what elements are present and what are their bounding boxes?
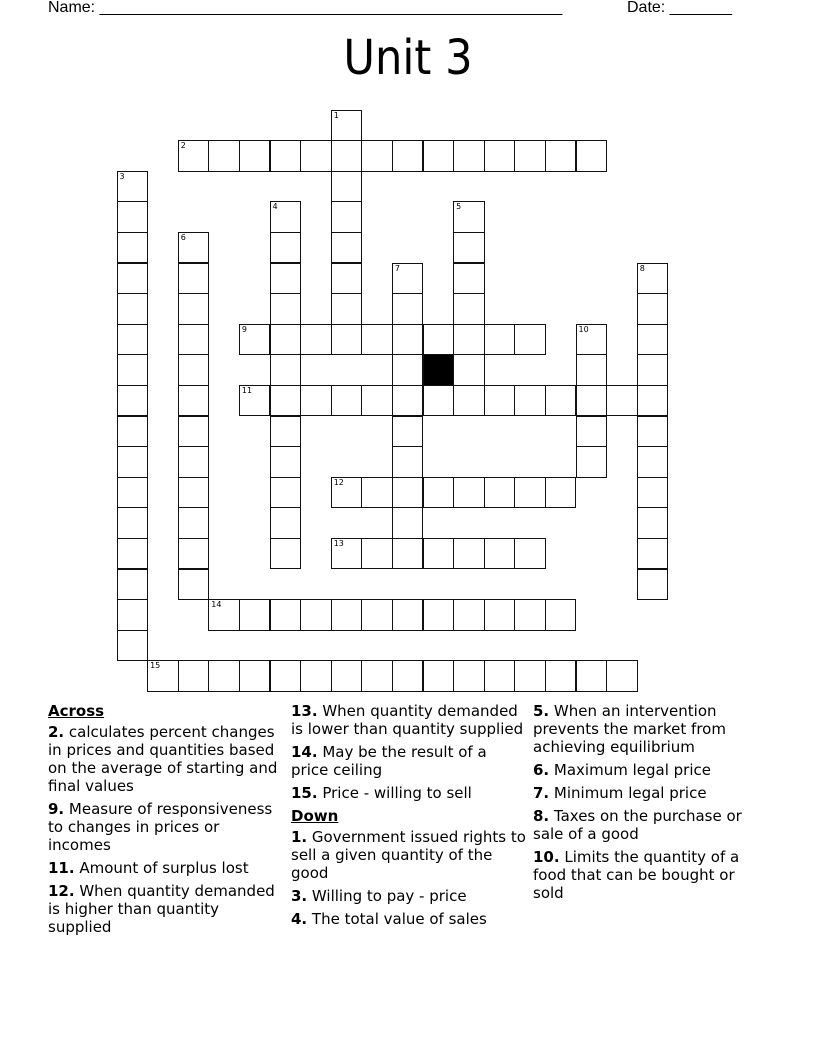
grid-cell[interactable] bbox=[178, 538, 210, 570]
grid-cell[interactable] bbox=[453, 599, 485, 631]
grid-cell[interactable] bbox=[514, 385, 546, 417]
clues-column-3 bbox=[533, 702, 769, 907]
clue-text: Limits the quantity of a food that can be bought or sold bbox=[533, 848, 740, 902]
grid-cell[interactable] bbox=[270, 263, 302, 295]
clue-number-label: 6 bbox=[180, 232, 186, 242]
down-heading: Down bbox=[291, 807, 339, 825]
grid-cell[interactable] bbox=[576, 416, 608, 448]
grid-cell[interactable] bbox=[392, 354, 424, 386]
grid-cell[interactable] bbox=[331, 385, 363, 417]
grid-cell[interactable] bbox=[270, 660, 302, 692]
clue-text: Maximum legal price bbox=[549, 761, 711, 779]
grid-cell[interactable] bbox=[300, 660, 332, 692]
clue-number: 2. bbox=[48, 723, 65, 741]
grid-cell[interactable] bbox=[423, 538, 455, 570]
grid-cell[interactable] bbox=[117, 416, 149, 448]
grid-cell[interactable] bbox=[484, 385, 516, 417]
grid-cell[interactable] bbox=[270, 201, 302, 233]
grid-cell[interactable] bbox=[300, 140, 332, 172]
clue-across-9 bbox=[48, 800, 284, 854]
grid-cell[interactable] bbox=[208, 660, 240, 692]
clue-down-8 bbox=[533, 807, 769, 843]
grid-cell[interactable] bbox=[637, 385, 669, 417]
grid-cell[interactable] bbox=[331, 660, 363, 692]
clue-text: The total value of sales bbox=[307, 910, 487, 928]
grid-cell[interactable] bbox=[270, 324, 302, 356]
grid-cell[interactable] bbox=[270, 477, 302, 509]
clue-across-13 bbox=[291, 702, 527, 738]
grid-cell[interactable] bbox=[117, 171, 149, 203]
grid-cell[interactable] bbox=[576, 354, 608, 386]
clue-text: Amount of surplus lost bbox=[74, 859, 249, 877]
grid-cell[interactable] bbox=[331, 171, 363, 203]
grid-cell[interactable] bbox=[392, 538, 424, 570]
grid-cell[interactable] bbox=[331, 110, 363, 142]
grid-cell[interactable] bbox=[117, 263, 149, 295]
grid-cell[interactable] bbox=[392, 140, 424, 172]
clue-number-label: 14 bbox=[211, 600, 222, 610]
clue-down-1 bbox=[291, 828, 527, 882]
grid-cell[interactable] bbox=[423, 660, 455, 692]
clue-number: 10. bbox=[533, 848, 560, 866]
grid-cell[interactable] bbox=[514, 477, 546, 509]
clue-number: 9. bbox=[48, 800, 65, 818]
clue-text: Price - willing to sell bbox=[317, 784, 472, 802]
clue-down-10 bbox=[533, 848, 769, 902]
grid-cell[interactable] bbox=[117, 599, 149, 631]
grid-cell[interactable] bbox=[392, 385, 424, 417]
clue-text: Government issued rights to sell a given quantity of the good bbox=[291, 828, 526, 882]
grid-cell[interactable] bbox=[117, 385, 149, 417]
grid-cell[interactable] bbox=[392, 324, 424, 356]
grid-cell[interactable] bbox=[576, 140, 608, 172]
clue-number-label: 8 bbox=[639, 263, 645, 273]
grid-cell[interactable] bbox=[331, 599, 363, 631]
grid-cell[interactable] bbox=[178, 354, 210, 386]
clue-text: When an intervention prevents the market from achieving equilibrium bbox=[533, 702, 726, 756]
across-heading: Across bbox=[48, 702, 105, 720]
grid-cell[interactable] bbox=[637, 324, 669, 356]
grid-cell[interactable] bbox=[514, 660, 546, 692]
clue-number-label: 13 bbox=[333, 538, 344, 548]
grid-cell[interactable] bbox=[392, 293, 424, 325]
grid-cell[interactable] bbox=[117, 201, 149, 233]
grid-cell[interactable] bbox=[484, 324, 516, 356]
clue-number-label: 15 bbox=[150, 661, 161, 671]
grid-cell[interactable] bbox=[423, 385, 455, 417]
page-title: Unit 3 bbox=[343, 30, 473, 86]
clue-number: 3. bbox=[291, 887, 308, 905]
clue-number: 8. bbox=[533, 807, 550, 825]
grid-cell[interactable] bbox=[361, 324, 393, 356]
grid-cell[interactable] bbox=[545, 660, 577, 692]
grid-cell[interactable] bbox=[178, 446, 210, 478]
clue-number: 13. bbox=[291, 702, 318, 720]
clue-text: Taxes on the purchase or sale of a good bbox=[533, 807, 742, 843]
clue-down-5 bbox=[533, 702, 769, 756]
grid-cell[interactable] bbox=[361, 477, 393, 509]
grid-cell[interactable] bbox=[423, 140, 455, 172]
grid-cell[interactable] bbox=[637, 263, 669, 295]
clue-down-3 bbox=[291, 887, 527, 905]
clue-down-7 bbox=[533, 784, 769, 802]
grid-cell[interactable] bbox=[178, 416, 210, 448]
grid-cell[interactable] bbox=[300, 599, 332, 631]
grid-cell[interactable] bbox=[117, 507, 149, 539]
clue-text: calculates percent changes in prices and quantities based on the average of starting and final values bbox=[48, 723, 278, 795]
grid-cell[interactable] bbox=[606, 385, 638, 417]
clue-across-14 bbox=[291, 743, 527, 779]
grid-cell[interactable] bbox=[484, 140, 516, 172]
grid-cell[interactable] bbox=[484, 599, 516, 631]
grid-cell[interactable] bbox=[270, 354, 302, 386]
grid-cell[interactable] bbox=[239, 599, 271, 631]
grid-cell[interactable] bbox=[637, 569, 669, 601]
grid-cell[interactable] bbox=[147, 660, 179, 692]
grid-cell[interactable] bbox=[453, 660, 485, 692]
clue-number: 4. bbox=[291, 910, 308, 928]
grid-cell[interactable] bbox=[453, 263, 485, 295]
grid-cell[interactable] bbox=[208, 140, 240, 172]
grid-cell[interactable] bbox=[453, 354, 485, 386]
grid-cell[interactable] bbox=[208, 599, 240, 631]
grid-cell[interactable] bbox=[637, 354, 669, 386]
grid-cell[interactable] bbox=[514, 538, 546, 570]
grid-cell[interactable] bbox=[453, 385, 485, 417]
clue-text: Measure of responsiveness to changes in prices or incomes bbox=[48, 800, 273, 854]
grid-cell[interactable] bbox=[361, 660, 393, 692]
clue-across-11 bbox=[48, 859, 284, 877]
grid-cell[interactable] bbox=[392, 477, 424, 509]
grid-cell[interactable] bbox=[484, 538, 516, 570]
clue-down-4 bbox=[291, 910, 527, 928]
grid-cell[interactable] bbox=[637, 293, 669, 325]
date-field-label: Date: _______ bbox=[627, 0, 732, 16]
grid-cell[interactable] bbox=[331, 293, 363, 325]
clue-number-label: 11 bbox=[241, 385, 253, 395]
grid-cell[interactable] bbox=[270, 599, 302, 631]
clue-number-label: 12 bbox=[333, 477, 344, 487]
grid-cell[interactable] bbox=[331, 232, 363, 264]
grid-cell[interactable] bbox=[514, 599, 546, 631]
clue-text: Minimum legal price bbox=[549, 784, 707, 802]
grid-cell[interactable] bbox=[270, 446, 302, 478]
grid-cell[interactable] bbox=[576, 324, 608, 356]
grid-cell[interactable] bbox=[331, 477, 363, 509]
grid-cell[interactable] bbox=[178, 232, 210, 264]
grid-cell[interactable] bbox=[117, 446, 149, 478]
grid-cell[interactable] bbox=[178, 569, 210, 601]
grid-cell[interactable] bbox=[239, 324, 271, 356]
grid-cell[interactable] bbox=[331, 263, 363, 295]
grid-cell[interactable] bbox=[270, 507, 302, 539]
clue-number: 15. bbox=[291, 784, 318, 802]
grid-cell[interactable] bbox=[514, 140, 546, 172]
grid-cell[interactable] bbox=[117, 477, 149, 509]
grid-cell[interactable] bbox=[637, 416, 669, 448]
clue-text: May be the result of a price ceiling bbox=[291, 743, 487, 779]
grid-cell[interactable] bbox=[545, 477, 577, 509]
clue-number: 6. bbox=[533, 761, 550, 779]
clue-text: Willing to pay - price bbox=[307, 887, 467, 905]
grid-cell[interactable] bbox=[270, 232, 302, 264]
grid-cell[interactable] bbox=[117, 630, 149, 662]
clue-number: 5. bbox=[533, 702, 550, 720]
clue-number-label: 5 bbox=[456, 202, 462, 212]
grid-cell[interactable] bbox=[423, 477, 455, 509]
clue-number-label: 4 bbox=[272, 202, 278, 212]
grid-cell[interactable] bbox=[361, 538, 393, 570]
grid-cell[interactable] bbox=[545, 385, 577, 417]
grid-cell[interactable] bbox=[270, 538, 302, 570]
grid-cell[interactable] bbox=[453, 293, 485, 325]
grid-cell[interactable] bbox=[637, 477, 669, 509]
grid-cell[interactable] bbox=[178, 293, 210, 325]
clue-number: 1. bbox=[291, 828, 308, 846]
grid-cell[interactable] bbox=[270, 293, 302, 325]
grid-cell[interactable] bbox=[270, 385, 302, 417]
grid-cell[interactable] bbox=[576, 385, 608, 417]
grid-cell[interactable] bbox=[239, 140, 271, 172]
grid-cell[interactable] bbox=[637, 538, 669, 570]
grid-cell[interactable] bbox=[361, 140, 393, 172]
grid-cell[interactable] bbox=[545, 599, 577, 631]
clue-number-label: 3 bbox=[119, 171, 125, 181]
grid-cell[interactable] bbox=[178, 324, 210, 356]
grid-cell[interactable] bbox=[300, 324, 332, 356]
clue-number-label: 7 bbox=[394, 263, 400, 273]
clue-number: 14. bbox=[291, 743, 318, 761]
clue-number-label: 2 bbox=[180, 141, 186, 151]
grid-cell[interactable] bbox=[637, 507, 669, 539]
grid-cell[interactable] bbox=[392, 263, 424, 295]
clue-down-6 bbox=[533, 761, 769, 779]
black-cell bbox=[423, 354, 455, 386]
grid-cell[interactable] bbox=[392, 446, 424, 478]
grid-cell[interactable] bbox=[239, 385, 271, 417]
grid-cell[interactable] bbox=[545, 140, 577, 172]
clue-number: 12. bbox=[48, 882, 75, 900]
grid-cell[interactable] bbox=[178, 477, 210, 509]
grid-cell[interactable] bbox=[270, 140, 302, 172]
grid-cell[interactable] bbox=[117, 354, 149, 386]
grid-cell[interactable] bbox=[178, 140, 210, 172]
grid-cell[interactable] bbox=[361, 599, 393, 631]
grid-cell[interactable] bbox=[117, 569, 149, 601]
grid-cell[interactable] bbox=[606, 660, 638, 692]
clue-number-label: 1 bbox=[333, 110, 339, 120]
grid-cell[interactable] bbox=[117, 538, 149, 570]
grid-cell[interactable] bbox=[300, 385, 332, 417]
clue-across-2 bbox=[48, 723, 284, 795]
name-field-label: Name: ____________________________________________________ bbox=[48, 0, 563, 16]
grid-cell[interactable] bbox=[453, 324, 485, 356]
grid-cell[interactable] bbox=[453, 140, 485, 172]
grid-cell[interactable] bbox=[331, 538, 363, 570]
grid-cell[interactable] bbox=[178, 507, 210, 539]
clue-number: 7. bbox=[533, 784, 550, 802]
grid-cell[interactable] bbox=[117, 324, 149, 356]
grid-cell[interactable] bbox=[331, 324, 363, 356]
grid-cell[interactable] bbox=[453, 477, 485, 509]
grid-cell[interactable] bbox=[453, 538, 485, 570]
clue-number-label: 9 bbox=[241, 324, 247, 334]
clue-text: When quantity demanded is lower than quantity supplied bbox=[291, 702, 524, 738]
clues-column-1 bbox=[48, 702, 284, 941]
grid-cell[interactable] bbox=[576, 660, 608, 692]
clue-number: 11. bbox=[48, 859, 75, 877]
grid-cell[interactable] bbox=[392, 507, 424, 539]
grid-cell[interactable] bbox=[117, 232, 149, 264]
clue-across-12 bbox=[48, 882, 284, 936]
clue-text: When quantity demanded is higher than quantity supplied bbox=[48, 882, 275, 936]
grid-cell[interactable] bbox=[331, 140, 363, 172]
grid-cell[interactable] bbox=[392, 599, 424, 631]
grid-cell[interactable] bbox=[178, 385, 210, 417]
grid-cell[interactable] bbox=[270, 416, 302, 448]
grid-cell[interactable] bbox=[361, 385, 393, 417]
grid-cell[interactable] bbox=[514, 324, 546, 356]
grid-cell[interactable] bbox=[484, 660, 516, 692]
grid-cell[interactable] bbox=[576, 446, 608, 478]
grid-cell[interactable] bbox=[423, 599, 455, 631]
grid-cell[interactable] bbox=[453, 232, 485, 264]
grid-cell[interactable] bbox=[392, 416, 424, 448]
grid-cell[interactable] bbox=[331, 201, 363, 233]
grid-cell[interactable] bbox=[484, 477, 516, 509]
grid-cell[interactable] bbox=[117, 293, 149, 325]
grid-cell[interactable] bbox=[423, 324, 455, 356]
grid-cell[interactable] bbox=[453, 201, 485, 233]
grid-cell[interactable] bbox=[637, 446, 669, 478]
grid-cell[interactable] bbox=[392, 660, 424, 692]
clue-across-15 bbox=[291, 784, 527, 802]
clue-number-label: 10 bbox=[578, 324, 589, 334]
grid-cell[interactable] bbox=[178, 660, 210, 692]
grid-cell[interactable] bbox=[178, 263, 210, 295]
clues-column-2 bbox=[291, 702, 527, 933]
grid-cell[interactable] bbox=[239, 660, 271, 692]
